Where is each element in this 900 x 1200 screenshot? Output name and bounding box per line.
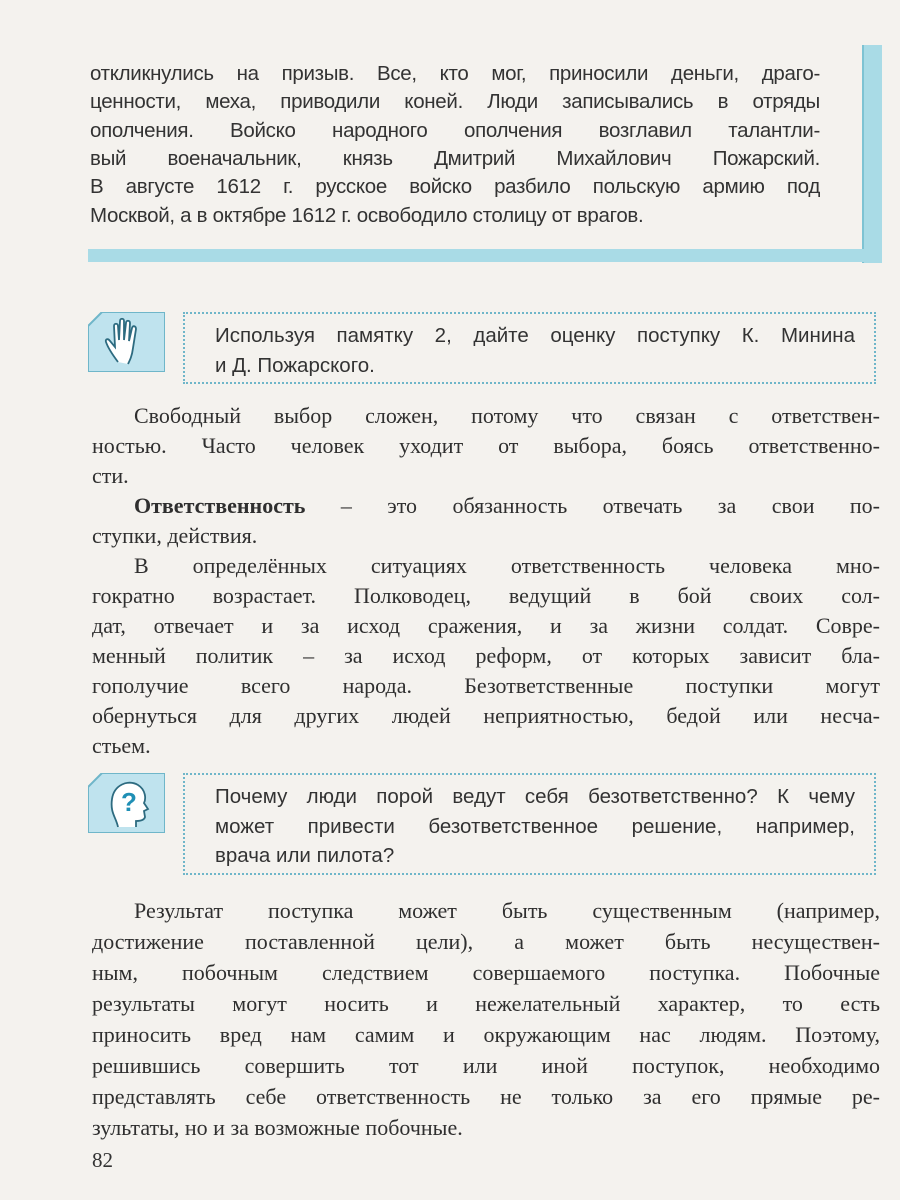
text-line: ценности, меха, приводили коней. Люди записывались в отряды xyxy=(90,90,820,114)
text-line: Результат поступка может быть существенным (например, xyxy=(134,898,880,923)
text-line: ным, побочным следствием совершаемого поступка. Побочные xyxy=(92,960,880,985)
text-line: вый военачальник, князь Дмитрий Михайлович Пожарский. xyxy=(90,146,820,170)
page-number: 82 xyxy=(92,1148,113,1172)
text-line: приносить вред нам самим и окружающим нас людям. Поэтому, xyxy=(92,1022,880,1047)
term-definition: – это обязанность отвечать за свои по- xyxy=(305,493,880,518)
text-line: врача или пилота? xyxy=(215,844,395,867)
text-line: Свободный выбор сложен, потому что связан с ответствен- xyxy=(134,403,880,428)
text-line: дат, отвечает и за исход сражения, и за жизни солдат. Совре- xyxy=(92,613,880,638)
text-line: может привести безответственное решение, например, xyxy=(215,814,855,838)
text-line: ополчения. Войско народного ополчения возглавил талантли- xyxy=(90,118,820,142)
text-line: гополучие всего народа. Безответственные поступки могут xyxy=(92,673,880,698)
task-box-1 xyxy=(183,312,876,384)
hand-icon xyxy=(88,312,165,372)
text-line: достижение поставленной цели), а может быть несуществен- xyxy=(92,929,880,954)
box-bottom-bar xyxy=(88,249,880,262)
text-line: сти. xyxy=(92,463,129,488)
text-line: решившись совершить тот или иной поступок, необходимо xyxy=(92,1053,880,1078)
sidebar-accent-bar xyxy=(862,45,882,263)
text-line: результаты могут носить и нежелательный характер, то есть xyxy=(92,991,880,1016)
text-line: обернуться для других людей неприятностью, бедой или несча- xyxy=(92,703,880,728)
question-head-icon xyxy=(88,773,165,833)
text-line: откликнулись на призыв. Все, кто мог, приносили деньги, драго- xyxy=(90,62,820,85)
text-line: и Д. Пожарского. xyxy=(215,353,375,377)
text-line: В августе 1612 г. русское войско разбило польскую армию под xyxy=(90,175,820,199)
text-line xyxy=(134,493,880,519)
text-line: ностью. Часто человек уходит от выбора, боясь ответственно- xyxy=(92,433,880,458)
text-line: менный политик – за исход реформ, от которых зависит бла- xyxy=(92,643,880,668)
text-line: стьем. xyxy=(92,733,151,758)
text-line: В определённых ситуациях ответственность человека мно- xyxy=(134,553,880,578)
text-line: гократно возрастает. Полководец, ведущий в бой своих сол- xyxy=(92,583,880,608)
task-box-2 xyxy=(183,773,876,875)
text-line: представлять себе ответственность не только за его прямые ре- xyxy=(92,1084,880,1109)
text-line: Почему люди порой ведут себя безответственно? К чему xyxy=(215,785,855,808)
svg-text:?: ? xyxy=(121,787,137,817)
text-line: зультаты, но и за возможные побочные. xyxy=(92,1115,463,1140)
term-bold: Ответственность xyxy=(134,493,306,518)
text-line: Москвой, а в октябре 1612 г. освободило столицу от врагов. xyxy=(90,203,644,227)
text-line: ступки, действия. xyxy=(92,523,258,548)
text-line: Используя памятку 2, дайте оценку поступку К. Минина xyxy=(215,324,855,347)
